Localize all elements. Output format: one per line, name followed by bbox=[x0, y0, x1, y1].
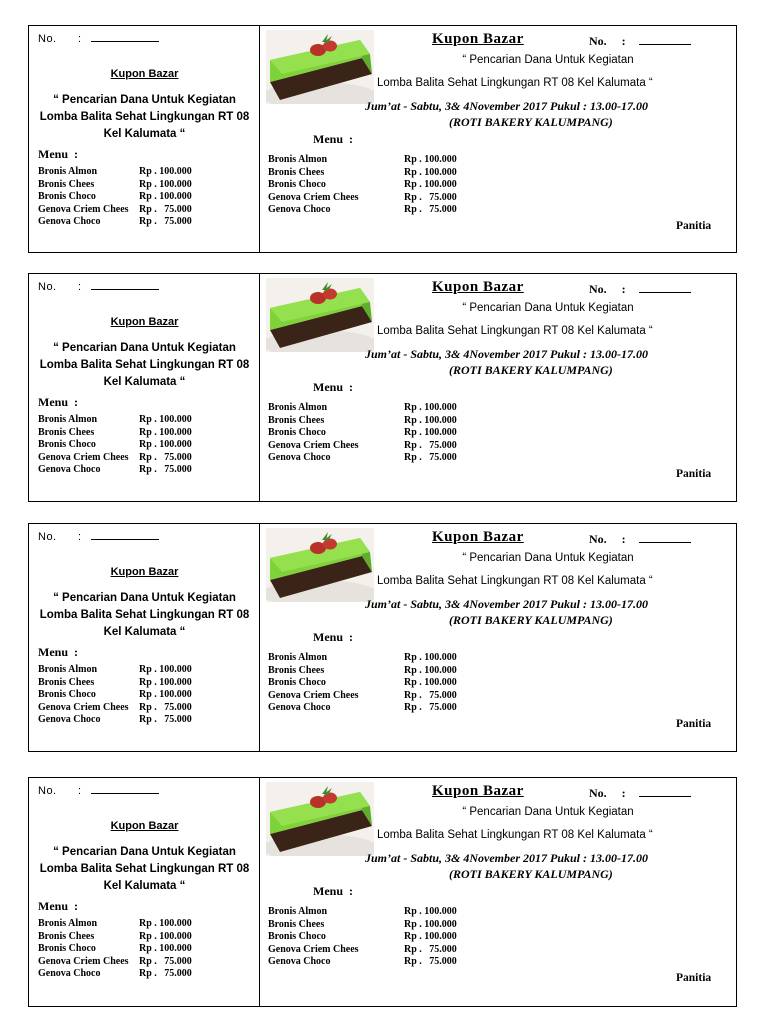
stub-menu-item bbox=[38, 427, 192, 440]
stub-menu-item bbox=[38, 439, 192, 452]
menu-item-price: Rp . 100.000 bbox=[404, 166, 457, 178]
stub-no-label: No. bbox=[38, 531, 57, 543]
coupon-stub bbox=[29, 524, 260, 751]
stub-description: “ Pencarian Dana Untuk Kegiatan Lomba Balita Sehat Lingkungan RT 08 Kel Kalumata “ bbox=[39, 94, 250, 140]
stub-menu-item bbox=[38, 204, 192, 217]
main-no-label: No. bbox=[589, 282, 607, 296]
stub-menu-heading: Menu : bbox=[38, 395, 78, 409]
coupon-stub bbox=[29, 26, 260, 252]
menu-item-name: Genova Choco bbox=[268, 956, 331, 968]
stub-menu-item bbox=[38, 664, 192, 677]
main-menu-heading: Menu : bbox=[313, 132, 353, 146]
stub-description: “ Pencarian Dana Untuk Kegiatan Lomba Balita Sehat Lingkungan RT 08 Kel Kalumata “ bbox=[39, 846, 250, 892]
menu-item-price: Rp . 100.000 bbox=[404, 154, 457, 165]
main-menu-list bbox=[268, 154, 457, 217]
main-menu-item bbox=[268, 427, 457, 440]
main-menu-item bbox=[268, 665, 457, 678]
stub-title: Kupon Bazar bbox=[110, 820, 179, 832]
stub-number-field bbox=[38, 530, 159, 543]
main-event-date: Jum’at - Sabtu, 3& 4November 2017 Pukul : 13.00-17.00 bbox=[365, 851, 649, 865]
main-menu-list bbox=[268, 906, 457, 969]
main-event-date: Jum’at - Sabtu, 3& 4November 2017 Pukul : 13.00-17.00 bbox=[365, 99, 649, 113]
main-menu-list bbox=[268, 402, 457, 465]
main-no-label: No. bbox=[589, 34, 607, 48]
stub-description: “ Pencarian Dana Untuk Kegiatan Lomba Balita Sehat Lingkungan RT 08 Kel Kalumata “ bbox=[39, 592, 250, 638]
menu-item-name: Bronis Chees bbox=[38, 930, 95, 942]
stub-title: Kupon Bazar bbox=[110, 316, 179, 328]
stub-title: Kupon Bazar bbox=[110, 566, 179, 578]
main-purpose-line1: “ Pencarian Dana Untuk Kegiatan bbox=[462, 552, 634, 564]
stub-menu-item bbox=[38, 943, 192, 956]
menu-item-name: Genova Choco bbox=[38, 968, 101, 980]
menu-item-price: Rp . 100.000 bbox=[404, 402, 457, 413]
menu-item-price: Rp . 100.000 bbox=[139, 930, 192, 942]
main-menu-list bbox=[268, 652, 457, 715]
main-purpose-line1: “ Pencarian Dana Untuk Kegiatan bbox=[462, 54, 634, 66]
main-menu-item bbox=[268, 919, 457, 932]
stub-menu-item bbox=[38, 414, 192, 427]
menu-item-name: Genova Criem Chees bbox=[38, 451, 129, 463]
menu-item-price: Rp . 75.000 bbox=[139, 955, 192, 967]
committee-signature: Panitia bbox=[676, 718, 712, 730]
menu-item-name: Bronis Almon bbox=[268, 402, 327, 413]
main-number-field bbox=[589, 34, 691, 49]
menu-item-name: Genova Criem Chees bbox=[268, 439, 359, 451]
menu-item-name: Genova Criem Chees bbox=[38, 203, 129, 215]
main-no-blank bbox=[639, 282, 691, 293]
committee-signature: Panitia bbox=[676, 468, 712, 480]
menu-item-name: Genova Choco bbox=[268, 452, 331, 464]
menu-item-price: Rp . 100.000 bbox=[404, 918, 457, 930]
stub-menu-item bbox=[38, 179, 192, 192]
stub-no-blank bbox=[91, 280, 159, 290]
stub-menu-item bbox=[38, 918, 192, 931]
stub-menu-item bbox=[38, 702, 192, 715]
cake-image bbox=[266, 278, 374, 352]
main-no-colon: : bbox=[621, 532, 626, 546]
menu-item-price: Rp . 100.000 bbox=[404, 652, 457, 663]
menu-item-name: Bronis Almon bbox=[268, 906, 327, 917]
coupon-main bbox=[260, 778, 736, 1006]
stub-menu-item bbox=[38, 956, 192, 969]
stub-menu-item bbox=[38, 689, 192, 702]
menu-item-price: Rp . 100.000 bbox=[404, 414, 457, 426]
menu-item-name: Genova Choco bbox=[268, 204, 331, 216]
coupon-stub bbox=[29, 274, 260, 501]
menu-item-name: Bronis Chees bbox=[38, 178, 95, 190]
stub-menu-list bbox=[38, 918, 192, 981]
menu-item-name: Bronis Choco bbox=[38, 439, 96, 451]
menu-item-name: Bronis Chees bbox=[38, 676, 95, 688]
menu-item-name: Genova Criem Chees bbox=[268, 943, 359, 955]
menu-item-name: Bronis Almon bbox=[38, 918, 97, 929]
coupon bbox=[28, 777, 737, 1007]
menu-item-price: Rp . 75.000 bbox=[139, 451, 192, 463]
menu-item-name: Bronis Almon bbox=[268, 652, 327, 663]
main-purpose-line2: Lomba Balita Sehat Lingkungan RT 08 Kel Kalumata “ bbox=[377, 325, 653, 337]
coupon-main bbox=[260, 26, 736, 252]
stub-no-label: No. bbox=[38, 785, 57, 797]
cake-image bbox=[266, 528, 374, 602]
menu-item-price: Rp . 100.000 bbox=[404, 664, 457, 676]
main-no-blank bbox=[639, 532, 691, 543]
menu-item-name: Bronis Choco bbox=[38, 689, 96, 701]
menu-item-price: Rp . 75.000 bbox=[404, 943, 457, 955]
stub-menu-item bbox=[38, 968, 192, 981]
menu-item-price: Rp . 100.000 bbox=[139, 166, 192, 177]
menu-item-name: Bronis Choco bbox=[38, 943, 96, 955]
coupon bbox=[28, 25, 737, 253]
main-menu-item bbox=[268, 440, 457, 453]
committee-signature: Panitia bbox=[676, 972, 712, 984]
main-menu-heading: Menu : bbox=[313, 884, 353, 898]
menu-item-name: Bronis Almon bbox=[268, 154, 327, 165]
stub-no-blank bbox=[91, 530, 159, 540]
stub-menu-heading: Menu : bbox=[38, 645, 78, 659]
main-no-blank bbox=[639, 786, 691, 797]
main-menu-item bbox=[268, 956, 457, 969]
stub-menu-item bbox=[38, 452, 192, 465]
main-menu-item bbox=[268, 931, 457, 944]
menu-item-name: Genova Criem Chees bbox=[268, 689, 359, 701]
menu-item-name: Bronis Choco bbox=[268, 677, 326, 689]
menu-item-name: Bronis Choco bbox=[268, 427, 326, 439]
stub-menu-item bbox=[38, 191, 192, 204]
menu-item-name: Bronis Choco bbox=[268, 931, 326, 943]
menu-item-price: Rp . 100.000 bbox=[404, 906, 457, 917]
menu-item-price: Rp . 75.000 bbox=[404, 956, 457, 968]
menu-item-name: Bronis Chees bbox=[268, 918, 325, 930]
main-number-field bbox=[589, 282, 691, 297]
stub-title: Kupon Bazar bbox=[110, 68, 179, 80]
menu-item-price: Rp . 75.000 bbox=[139, 968, 192, 980]
stub-number-field bbox=[38, 280, 159, 293]
cake-image bbox=[266, 782, 374, 856]
stub-menu-item bbox=[38, 931, 192, 944]
menu-item-name: Genova Criem Chees bbox=[38, 701, 129, 713]
menu-item-price: Rp . 100.000 bbox=[139, 426, 192, 438]
main-menu-item bbox=[268, 402, 457, 415]
menu-item-price: Rp . 100.000 bbox=[404, 427, 457, 439]
main-menu-item bbox=[268, 702, 457, 715]
main-menu-item bbox=[268, 677, 457, 690]
stub-no-colon: : bbox=[77, 281, 82, 293]
main-menu-item bbox=[268, 179, 457, 192]
menu-item-name: Genova Criem Chees bbox=[38, 955, 129, 967]
stub-menu-heading: Menu : bbox=[38, 147, 78, 161]
coupon-stub bbox=[29, 778, 260, 1006]
menu-item-price: Rp . 100.000 bbox=[139, 943, 192, 955]
menu-item-price: Rp . 100.000 bbox=[139, 918, 192, 929]
main-event-venue: (ROTI BAKERY KALUMPANG) bbox=[449, 613, 613, 627]
coupon bbox=[28, 523, 737, 752]
stub-no-label: No. bbox=[38, 33, 57, 45]
menu-item-price: Rp . 75.000 bbox=[404, 204, 457, 216]
menu-item-price: Rp . 75.000 bbox=[139, 714, 192, 726]
menu-item-price: Rp . 100.000 bbox=[139, 664, 192, 675]
main-title: Kupon Bazar bbox=[432, 279, 524, 295]
menu-item-price: Rp . 75.000 bbox=[404, 702, 457, 714]
menu-item-name: Bronis Almon bbox=[38, 414, 97, 425]
stub-menu-item bbox=[38, 677, 192, 690]
main-menu-item bbox=[268, 204, 457, 217]
stub-menu-item bbox=[38, 464, 192, 477]
main-menu-item bbox=[268, 906, 457, 919]
stub-no-colon: : bbox=[77, 785, 82, 797]
coupon bbox=[28, 273, 737, 502]
main-menu-item bbox=[268, 167, 457, 180]
main-event-date: Jum’at - Sabtu, 3& 4November 2017 Pukul : 13.00-17.00 bbox=[365, 597, 649, 611]
stub-no-colon: : bbox=[77, 33, 82, 45]
main-purpose-line2: Lomba Balita Sehat Lingkungan RT 08 Kel Kalumata “ bbox=[377, 829, 653, 841]
menu-item-name: Bronis Choco bbox=[38, 191, 96, 203]
menu-item-price: Rp . 75.000 bbox=[139, 216, 192, 228]
menu-item-name: Bronis Chees bbox=[268, 664, 325, 676]
main-menu-item bbox=[268, 415, 457, 428]
stub-no-blank bbox=[91, 784, 159, 794]
main-event-date: Jum’at - Sabtu, 3& 4November 2017 Pukul : 13.00-17.00 bbox=[365, 347, 649, 361]
stub-no-colon: : bbox=[77, 531, 82, 543]
cake-image bbox=[266, 30, 374, 104]
main-no-label: No. bbox=[589, 532, 607, 546]
menu-item-price: Rp . 75.000 bbox=[404, 452, 457, 464]
menu-item-name: Genova Choco bbox=[38, 714, 101, 726]
main-number-field bbox=[589, 786, 691, 801]
stub-menu-item bbox=[38, 216, 192, 229]
main-event-venue: (ROTI BAKERY KALUMPANG) bbox=[449, 363, 613, 377]
main-title: Kupon Bazar bbox=[432, 31, 524, 47]
menu-item-price: Rp . 75.000 bbox=[139, 701, 192, 713]
menu-item-name: Genova Choco bbox=[38, 464, 101, 476]
stub-menu-item bbox=[38, 714, 192, 727]
main-no-colon: : bbox=[621, 282, 626, 296]
menu-item-price: Rp . 100.000 bbox=[139, 689, 192, 701]
menu-item-name: Genova Criem Chees bbox=[268, 191, 359, 203]
stub-description: “ Pencarian Dana Untuk Kegiatan Lomba Balita Sehat Lingkungan RT 08 Kel Kalumata “ bbox=[39, 342, 250, 388]
menu-item-price: Rp . 100.000 bbox=[139, 676, 192, 688]
main-number-field bbox=[589, 532, 691, 547]
main-no-colon: : bbox=[621, 786, 626, 800]
menu-item-name: Genova Choco bbox=[38, 216, 101, 228]
stub-menu-heading: Menu : bbox=[38, 899, 78, 913]
committee-signature: Panitia bbox=[676, 220, 712, 232]
menu-item-price: Rp . 75.000 bbox=[139, 203, 192, 215]
stub-menu-item bbox=[38, 166, 192, 179]
main-title: Kupon Bazar bbox=[432, 529, 524, 545]
menu-item-name: Bronis Chees bbox=[268, 414, 325, 426]
menu-item-price: Rp . 100.000 bbox=[404, 677, 457, 689]
main-menu-heading: Menu : bbox=[313, 380, 353, 394]
main-menu-heading: Menu : bbox=[313, 630, 353, 644]
stub-no-label: No. bbox=[38, 281, 57, 293]
main-purpose-line2: Lomba Balita Sehat Lingkungan RT 08 Kel Kalumata “ bbox=[377, 575, 653, 587]
menu-item-price: Rp . 75.000 bbox=[404, 191, 457, 203]
menu-item-price: Rp . 75.000 bbox=[139, 464, 192, 476]
main-purpose-line2: Lomba Balita Sehat Lingkungan RT 08 Kel Kalumata “ bbox=[377, 77, 653, 89]
main-menu-item bbox=[268, 690, 457, 703]
main-menu-item bbox=[268, 944, 457, 957]
menu-item-name: Bronis Almon bbox=[38, 664, 97, 675]
coupon-main bbox=[260, 524, 736, 751]
main-no-blank bbox=[639, 34, 691, 45]
main-event-venue: (ROTI BAKERY KALUMPANG) bbox=[449, 115, 613, 129]
menu-item-price: Rp . 75.000 bbox=[404, 689, 457, 701]
menu-item-price: Rp . 100.000 bbox=[404, 179, 457, 191]
coupon-main bbox=[260, 274, 736, 501]
stub-number-field bbox=[38, 784, 159, 797]
menu-item-name: Bronis Chees bbox=[38, 426, 95, 438]
main-menu-item bbox=[268, 452, 457, 465]
menu-item-price: Rp . 75.000 bbox=[404, 439, 457, 451]
stub-menu-list bbox=[38, 166, 192, 229]
main-no-label: No. bbox=[589, 786, 607, 800]
main-menu-item bbox=[268, 154, 457, 167]
main-menu-item bbox=[268, 192, 457, 205]
menu-item-price: Rp . 100.000 bbox=[139, 191, 192, 203]
stub-menu-list bbox=[38, 664, 192, 727]
menu-item-name: Bronis Choco bbox=[268, 179, 326, 191]
main-menu-item bbox=[268, 652, 457, 665]
menu-item-price: Rp . 100.000 bbox=[139, 178, 192, 190]
menu-item-price: Rp . 100.000 bbox=[139, 414, 192, 425]
menu-item-name: Bronis Chees bbox=[268, 166, 325, 178]
main-title: Kupon Bazar bbox=[432, 783, 524, 799]
stub-number-field bbox=[38, 32, 159, 45]
main-no-colon: : bbox=[621, 34, 626, 48]
menu-item-price: Rp . 100.000 bbox=[404, 931, 457, 943]
stub-menu-list bbox=[38, 414, 192, 477]
main-purpose-line1: “ Pencarian Dana Untuk Kegiatan bbox=[462, 302, 634, 314]
main-event-venue: (ROTI BAKERY KALUMPANG) bbox=[449, 867, 613, 881]
main-purpose-line1: “ Pencarian Dana Untuk Kegiatan bbox=[462, 806, 634, 818]
menu-item-name: Genova Choco bbox=[268, 702, 331, 714]
menu-item-name: Bronis Almon bbox=[38, 166, 97, 177]
menu-item-price: Rp . 100.000 bbox=[139, 439, 192, 451]
stub-no-blank bbox=[91, 32, 159, 42]
